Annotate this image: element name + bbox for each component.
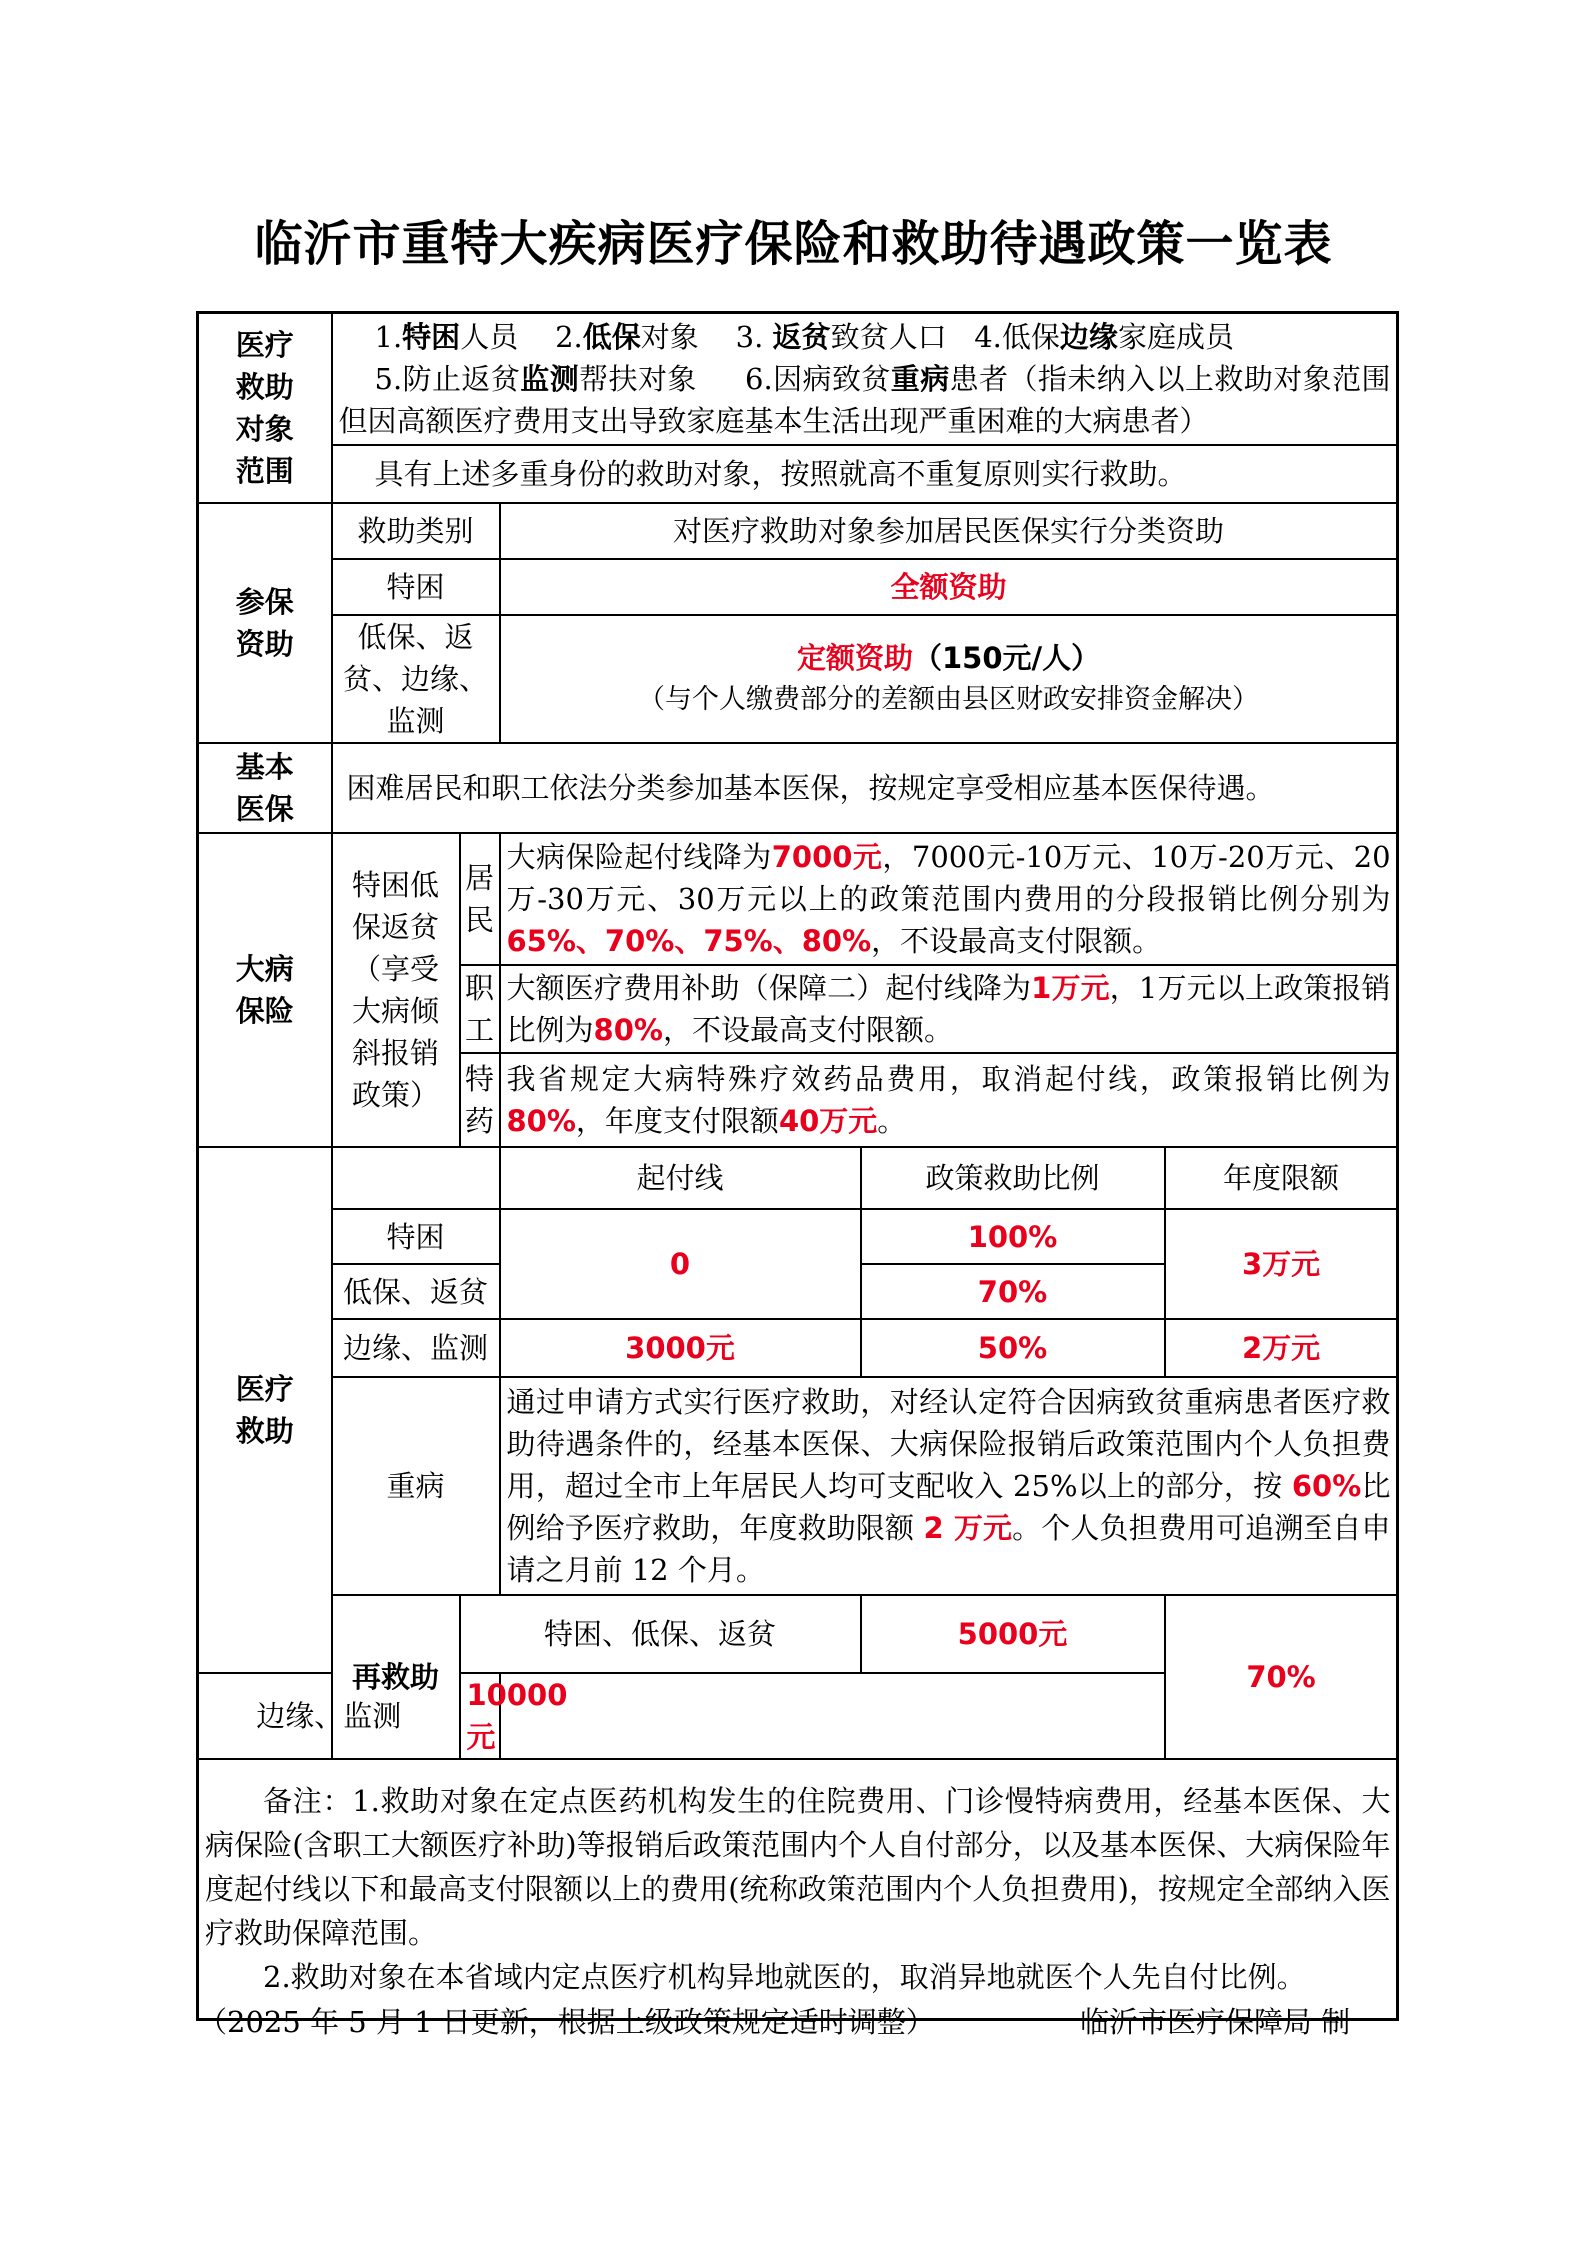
aid-cat-edge: 边缘、监测 bbox=[332, 1319, 500, 1377]
footer-update-note: （2025 年 5 月 1 日更新，根据上级政策规定适时调整） bbox=[198, 2005, 935, 2039]
critical-resident-text: 大病保险起付线降为7000元，7000元-10万元、10万-20万元、20万-30万元、30万元以上的政策范围内费用的分段报销比例分别为65%、70%、75%、80%，不设最高支付限额。 bbox=[500, 833, 1398, 965]
scope-line-2: 5.防止返贫监测帮扶对象 6.因病致贫重病患者（指未纳入以上救助对象范围但因高额医疗费用支出导致家庭基本生活出现严重困难的大病患者） bbox=[338, 362, 1391, 438]
aid-limit-3w: 3万元 bbox=[1165, 1209, 1398, 1319]
basic-header: 基本医保 bbox=[198, 743, 332, 833]
critical-drug-label: 特药 bbox=[460, 1053, 500, 1147]
aid-threshold-0: 0 bbox=[500, 1209, 861, 1319]
reaid-cat-1: 特困、低保、返贫 bbox=[460, 1595, 861, 1673]
note-1: 备注：1.救助对象在定点医药机构发生的住院费用、门诊慢特病费用，经基本医保、大病保险(含职工大额医疗补助)等报销后政策范围内个人自付部分，以及基本医保、大病保险年度起付线以下和最高支付限额以上的费用(统称政策范围内个人负担费用)，按规定全部纳入医疗救助保障范围。 bbox=[205, 1783, 1391, 1950]
critical-group: 特困低保返贫（享受大病倾斜报销政策） bbox=[332, 833, 460, 1147]
aid-cat-dibao: 低保、返贫 bbox=[332, 1264, 500, 1319]
aid-cat-serious: 重病 bbox=[332, 1377, 500, 1595]
subsidy-header: 参保资助 bbox=[198, 503, 332, 743]
aid-cat-tekun: 特困 bbox=[332, 1209, 500, 1264]
reaid-threshold-5000: 5000元 bbox=[861, 1595, 1165, 1673]
page-title: 临沂市重特大疾病医疗保险和救助待遇政策一览表 bbox=[254, 216, 1333, 272]
reaid-header: 再救助 bbox=[332, 1595, 460, 1759]
notes bbox=[198, 1759, 1398, 2019]
basic-text: 困难居民和职工依法分类参加基本医保，按规定享受相应基本医保待遇。 bbox=[332, 743, 1398, 833]
subsidy-col-category: 救助类别 bbox=[332, 503, 500, 559]
footer-issuer: 临沂市医疗保障局 制 bbox=[1080, 2005, 1351, 2039]
subsidy-full: 全额资助 bbox=[500, 559, 1398, 615]
subsidy-col-desc: 对医疗救助对象参加居民医保实行分类资助 bbox=[500, 503, 1398, 559]
scope-line-1: 1.特困人员 2.低保对象 3. 返贫致贫人口 4.低保边缘家庭成员 bbox=[374, 320, 1234, 354]
reaid-cat-2: 边缘、监测 bbox=[198, 1673, 460, 1759]
aid-threshold-3000: 3000元 bbox=[500, 1319, 861, 1377]
aid-limit-2w: 2万元 bbox=[1165, 1319, 1398, 1377]
aid-serious-text: 通过申请方式实行医疗救助，对经认定符合因病致贫重病患者医疗救助待遇条件的，经基本医保、大病保险报销后政策范围内个人负担费用，超过全市上年居民人均可支配收入 25%以上的部分，按 60%比例给予医疗救助，年度救助限额 2 万元。个人负担费用可追溯至自申请之月前 12 个月。 bbox=[500, 1377, 1398, 1595]
reaid-ratio: 70% bbox=[1165, 1595, 1398, 1759]
aid-ratio-100: 100% bbox=[861, 1209, 1165, 1264]
subsidy-cat-tekun: 特困 bbox=[332, 559, 500, 615]
policy-table bbox=[196, 311, 1399, 2021]
aid-col-limit: 年度限额 bbox=[1165, 1147, 1398, 1209]
scope-header: 医疗救助对象范围 bbox=[198, 313, 332, 504]
critical-header: 大病保险 bbox=[198, 833, 332, 1147]
aid-header: 医疗救助 bbox=[198, 1147, 332, 1673]
aid-ratio-50: 50% bbox=[861, 1319, 1165, 1377]
scope-rule: 具有上述多重身份的救助对象，按照就高不重复原则实行救助。 bbox=[332, 445, 1398, 503]
aid-col-ratio: 政策救助比例 bbox=[861, 1147, 1165, 1209]
critical-worker-label: 职工 bbox=[460, 965, 500, 1053]
aid-col-threshold: 起付线 bbox=[500, 1147, 861, 1209]
aid-header-blank bbox=[332, 1147, 500, 1209]
subsidy-fixed: 定额资助（150元/人） （与个人缴费部分的差额由县区财政安排资金解决） bbox=[500, 615, 1398, 743]
reaid-threshold-10000: 10000元 bbox=[460, 1673, 500, 1759]
scope-items bbox=[332, 313, 1398, 446]
critical-worker-text: 大额医疗费用补助（保障二）起付线降为1万元，1万元以上政策报销比例为80%，不设最高支付限额。 bbox=[500, 965, 1398, 1053]
note-2: 2.救助对象在本省域内定点医疗机构异地就医的，取消异地就医个人先自付比例。 bbox=[263, 1959, 1306, 1994]
aid-ratio-70: 70% bbox=[861, 1264, 1165, 1319]
critical-drug-text: 我省规定大病特殊疗效药品费用，取消起付线，政策报销比例为80%，年度支付限额40万元。 bbox=[500, 1053, 1398, 1147]
subsidy-cat-others: 低保、返贫、边缘、监测 bbox=[332, 615, 500, 743]
critical-resident-label: 居民 bbox=[460, 833, 500, 965]
